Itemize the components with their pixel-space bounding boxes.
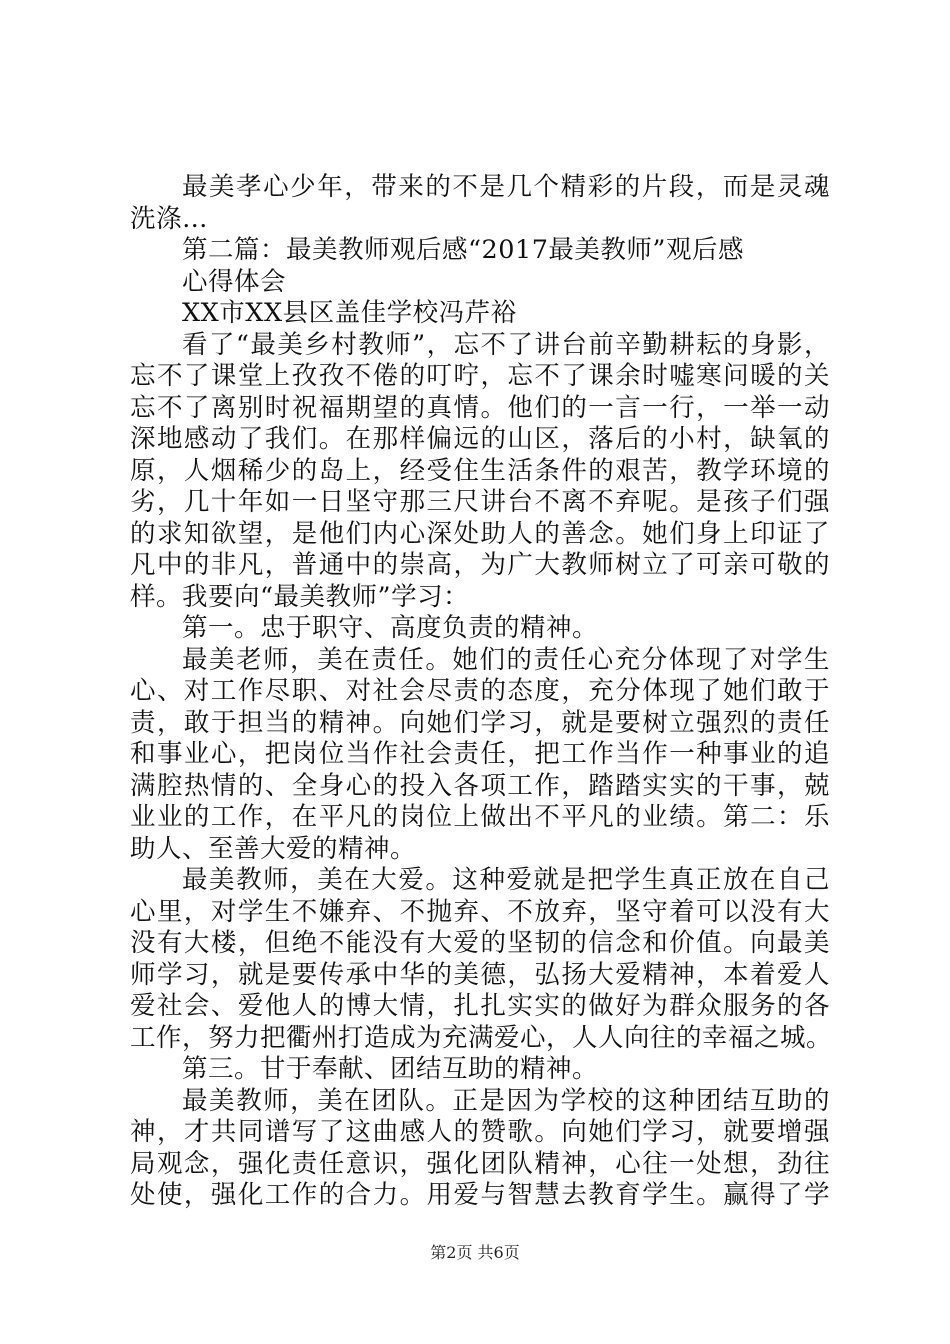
text-line: 原，人烟稀少的岛上，经受住生活条件的艰苦，教学环境的	[130, 455, 830, 486]
text-line: 业业的工作，在平凡的岗位上做出不平凡的业绩。第二：乐	[130, 802, 830, 832]
text-line: 满腔热情的、全身心的投入各项工作，踏踏实实的干事，兢	[130, 770, 830, 801]
text-line: 爱社会、爱他人的博大情，扎扎实实的做好为群众服务的各	[130, 991, 830, 1021]
text-line: 凡中的非凡，普通中的崇高，为广大教师树立了可亲可敬的	[130, 550, 830, 580]
text-line: 心、对工作尽职、对社会尽责的态度，充分体现了她们敢于	[130, 676, 830, 706]
text-line: 最美教师，美在团队。正是因为学校的这种团结互助的	[182, 1085, 830, 1116]
text-line: 工作，努力把衢州打造成为充满爱心，人人向往的幸福之城。	[130, 1022, 833, 1053]
text-line: 心得体会	[182, 266, 287, 297]
text-line: 第一。忠于职守、高度负责的精神。	[182, 613, 599, 643]
text-line: 忘不了课堂上孜孜不倦的叮咛，忘不了课余时嘘寒问暖的关	[130, 361, 830, 391]
page-number-label: 第2页 共6页	[430, 1243, 520, 1262]
text-line: 局观念，强化责任意识，强化团队精神，心往一处想，劲往	[130, 1148, 830, 1179]
text-line: 劣，几十年如一日坚守那三尺讲台不离不弃呢。是孩子们强	[130, 487, 830, 517]
text-line: 心里，对学生不嫌弃、不抛弃、不放弃，坚守着可以没有大	[130, 896, 830, 927]
text-line: 责，敢于担当的精神。向她们学习，就是要树立强烈的责任	[130, 707, 830, 738]
text-line: 和事业心，把岗位当作社会责任，把工作当作一种事业的追	[130, 739, 830, 769]
text-line: 师学习，就是要传承中华的美德，弘扬大爱精神，本着爱人	[130, 959, 830, 990]
text-line: 没有大楼，但绝不能没有大爱的坚韧的信念和价值。向最美	[130, 928, 830, 958]
text-line: XX市XX县区盖佳学校冯芹裕	[182, 298, 517, 328]
text-line: 深地感动了我们。在那样偏远的山区，落后的小村，缺氧的	[130, 424, 830, 454]
text-line: 最美孝心少年，带来的不是几个精彩的片段，而是灵魂	[182, 172, 830, 202]
text-line: 洗涤…	[130, 203, 209, 234]
text-line: 第三。甘于奉献、团结互助的精神。	[182, 1054, 599, 1084]
text-line: 助人、至善大爱的精神。	[130, 833, 417, 864]
text-line: 最美老师，美在责任。她们的责任心充分体现了对学生	[182, 644, 830, 675]
document-body	[130, 172, 833, 1212]
text-line: 处使，强化工作的合力。用爱与智慧去教育学生。赢得了学	[130, 1180, 830, 1210]
text-line: 的求知欲望，是他们内心深处助人的善念。她们身上印证了	[130, 518, 830, 549]
page-footer	[0, 1243, 950, 1263]
text-line: 神，才共同谱写了这曲感人的赞歌。向她们学习，就要增强	[130, 1117, 830, 1147]
text-line: 最美教师，美在大爱。这种爱就是把学生真正放在自己	[182, 865, 830, 895]
text-line: 样。我要向“最美教师”学习：	[130, 581, 470, 612]
text-line: 忘不了离别时祝福期望的真情。他们的一言一行，一举一动	[130, 392, 830, 423]
text-line: 第二篇：最美教师观后感“2017最美教师”观后感	[182, 235, 744, 265]
text-line: 看了“最美乡村教师”，忘不了讲台前辛勤耕耘的身影，	[182, 329, 830, 360]
